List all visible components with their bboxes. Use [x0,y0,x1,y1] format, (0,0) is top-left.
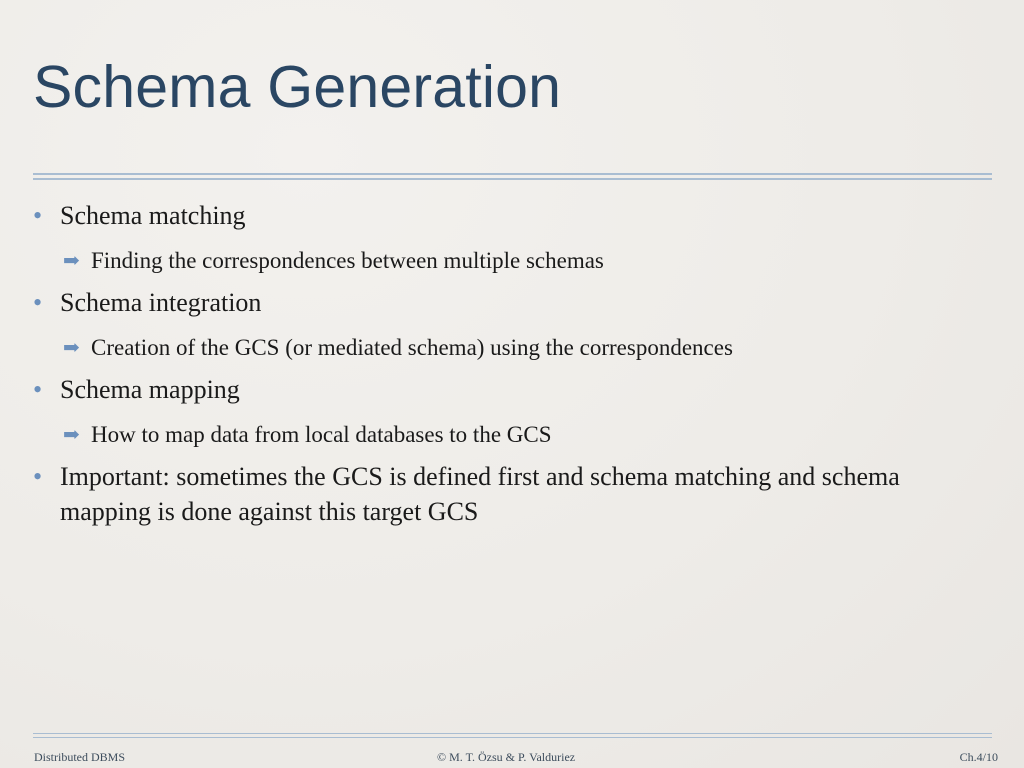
bullet-text: Schema mapping [60,375,240,404]
bullet-item [30,372,990,407]
right-arrow-icon: ➡ [63,424,80,446]
right-arrow-icon: ➡ [63,337,80,359]
bullet-item [30,459,990,529]
footer-copyright: © M. T. Özsu & P. Valduriez [437,750,576,764]
bullet-dot-icon: • [33,375,43,404]
bullet-item [30,285,990,320]
sub-bullet-text: Creation of the GCS (or mediated schema) using the correspondences [91,335,733,360]
sub-bullet-text: How to map data from local databases to the GCS [91,422,552,447]
footer-divider-bottom [33,737,992,738]
sub-bullet-item [30,333,990,363]
bullet-dot-icon: • [33,201,43,230]
footer-divider-top [33,733,992,734]
sub-bullet-item [30,246,990,276]
bullet-list [30,198,990,529]
bullet-item [30,198,990,233]
bullet-dot-icon: • [33,288,43,317]
slide-title: Schema Generation [33,54,562,120]
footer-course-name: Distributed DBMS [34,750,126,764]
sub-bullet-item [30,420,990,450]
right-arrow-icon: ➡ [63,250,80,272]
title-divider-top [33,173,992,175]
bullet-text: Schema integration [60,288,262,317]
sub-bullet-text: Finding the correspondences between multiple schemas [91,248,604,273]
title-divider-bottom [33,178,992,180]
bullet-text: Schema matching [60,201,246,230]
bullet-dot-icon: • [33,462,43,491]
footer-page-number: Ch.4/10 [959,750,998,764]
bullet-text: Important: sometimes the GCS is defined first and schema matching and schema mapping is done against this target GCS [60,462,900,526]
